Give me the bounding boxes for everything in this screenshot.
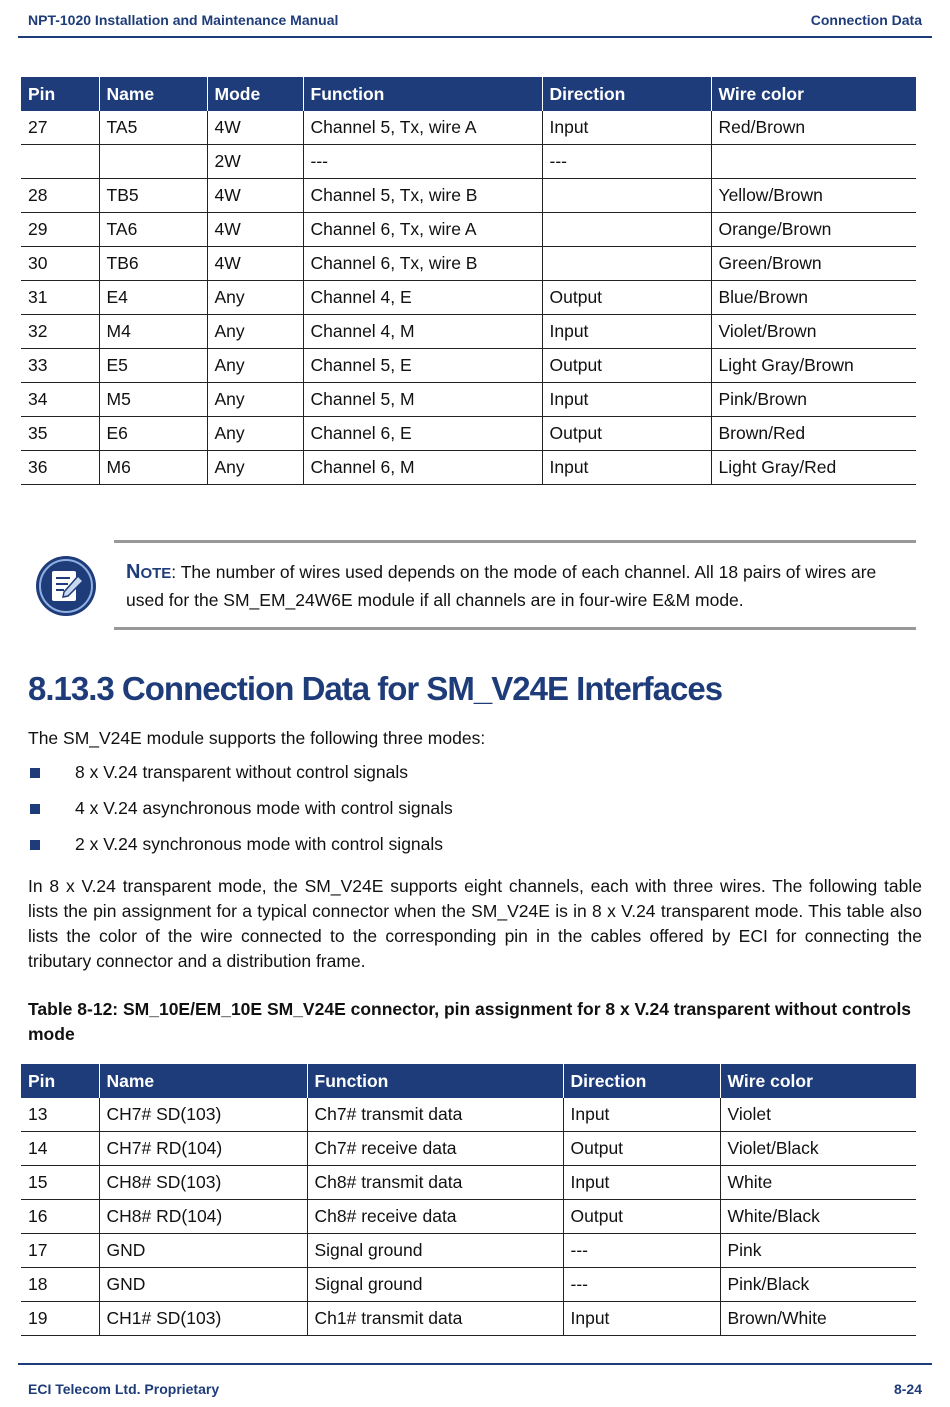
table-cell: Violet/Brown <box>711 315 916 349</box>
table-row <box>21 451 916 485</box>
table-row <box>21 213 916 247</box>
table-cell: Violet <box>720 1098 916 1132</box>
table-cell: Brown/Red <box>711 417 916 451</box>
table-cell: White <box>720 1166 916 1200</box>
table-cell: Orange/Brown <box>711 213 916 247</box>
table-cell: Any <box>207 383 303 417</box>
table-row <box>21 383 916 417</box>
table-cell: GND <box>99 1234 307 1268</box>
description-paragraph: In 8 x V.24 transparent mode, the SM_V24E supports eight channels, each with three wires. The following table lists the pin assignment for a typical connector when the SM_V24E is in 8 x V.24 transparent mode. This table also lists the color of the wire connected to the corresponding pin in the cables offered by ECI for connecting the tributary connector and a distribution frame. <box>28 876 922 971</box>
table-row <box>21 281 916 315</box>
table-cell <box>99 145 207 179</box>
table-cell: Any <box>207 451 303 485</box>
table-cell: 33 <box>21 349 99 383</box>
table-cell: Light Gray/Brown <box>711 349 916 383</box>
column-header: Direction <box>563 1064 720 1098</box>
column-header: Direction <box>542 77 711 111</box>
table-caption: Table 8-12: SM_10E/EM_10E SM_V24E connector, pin assignment for 8 x V.24 transparent without controls mode <box>28 999 912 1044</box>
table-cell: Yellow/Brown <box>711 179 916 213</box>
table-cell: M4 <box>99 315 207 349</box>
table-cell: Input <box>563 1302 720 1336</box>
table-cell: 32 <box>21 315 99 349</box>
note-text <box>126 559 910 614</box>
table-cell: Channel 5, Tx, wire A <box>303 111 542 145</box>
table-row <box>21 145 916 179</box>
table-cell: White/Black <box>720 1200 916 1234</box>
table-cell: Green/Brown <box>711 247 916 281</box>
table-row <box>21 1132 916 1166</box>
table-cell: Channel 4, M <box>303 315 542 349</box>
table-cell: 15 <box>21 1166 99 1200</box>
table-cell: Channel 5, Tx, wire B <box>303 179 542 213</box>
table-row <box>21 1234 916 1268</box>
table-cell: Violet/Black <box>720 1132 916 1166</box>
table-cell: 28 <box>21 179 99 213</box>
table-row <box>21 349 916 383</box>
table-cell: M6 <box>99 451 207 485</box>
table-cell: Ch1# transmit data <box>307 1302 563 1336</box>
table-cell: 4W <box>207 111 303 145</box>
table-cell: 14 <box>21 1132 99 1166</box>
table-cell: Output <box>563 1200 720 1234</box>
table-row <box>21 1268 916 1302</box>
table-cell: 16 <box>21 1200 99 1234</box>
table-cell: Pink/Brown <box>711 383 916 417</box>
column-header: Wire color <box>720 1064 916 1098</box>
table-cell: --- <box>563 1234 720 1268</box>
table-cell: 34 <box>21 383 99 417</box>
table-cell: --- <box>303 145 542 179</box>
list-item: 2 x V.24 synchronous mode with control signals <box>28 834 453 870</box>
footer-company: ECI Telecom Ltd. Proprietary <box>28 1381 220 1397</box>
table-cell <box>542 247 711 281</box>
table-row <box>21 1166 916 1200</box>
table-cell: Channel 6, Tx, wire B <box>303 247 542 281</box>
list-item: 8 x V.24 transparent without control signals <box>28 762 453 798</box>
list-item: 4 x V.24 asynchronous mode with control signals <box>28 798 453 834</box>
table-cell: Channel 6, M <box>303 451 542 485</box>
table-row <box>21 1098 916 1132</box>
note-label: NOTE <box>126 561 172 583</box>
table-cell: Blue/Brown <box>711 281 916 315</box>
table-cell: Channel 5, E <box>303 349 542 383</box>
table-header-row <box>21 1064 916 1098</box>
table-cell: Signal ground <box>307 1234 563 1268</box>
table-cell: Input <box>542 111 711 145</box>
table-cell: E5 <box>99 349 207 383</box>
column-header: Mode <box>207 77 303 111</box>
table-cell: 27 <box>21 111 99 145</box>
table-header-row <box>21 77 916 111</box>
table-cell: TB5 <box>99 179 207 213</box>
table-cell: 30 <box>21 247 99 281</box>
modes-list <box>28 762 453 870</box>
table-cell: Channel 6, Tx, wire A <box>303 213 542 247</box>
table-cell: 19 <box>21 1302 99 1336</box>
table-cell: Red/Brown <box>711 111 916 145</box>
table-cell: TA6 <box>99 213 207 247</box>
table-cell <box>711 145 916 179</box>
column-header: Pin <box>21 77 99 111</box>
table-cell: 13 <box>21 1098 99 1132</box>
table-cell: Channel 5, M <box>303 383 542 417</box>
column-header: Name <box>99 1064 307 1098</box>
table-cell: Any <box>207 315 303 349</box>
table-cell: 17 <box>21 1234 99 1268</box>
table-cell: TA5 <box>99 111 207 145</box>
table-cell: E4 <box>99 281 207 315</box>
table-cell: 31 <box>21 281 99 315</box>
table-cell: Signal ground <box>307 1268 563 1302</box>
column-header: Function <box>307 1064 563 1098</box>
column-header: Wire color <box>711 77 916 111</box>
table-cell: GND <box>99 1268 307 1302</box>
table-cell: 4W <box>207 247 303 281</box>
table-cell: Channel 6, E <box>303 417 542 451</box>
table-row <box>21 247 916 281</box>
table-cell <box>21 145 99 179</box>
footer-divider <box>18 1363 932 1365</box>
table-cell: Output <box>542 417 711 451</box>
table-cell: Any <box>207 281 303 315</box>
table-row <box>21 315 916 349</box>
note-box <box>114 540 916 630</box>
table-cell: 29 <box>21 213 99 247</box>
table-cell: Ch7# transmit data <box>307 1098 563 1132</box>
table-cell: 4W <box>207 213 303 247</box>
table-cell: Channel 4, E <box>303 281 542 315</box>
table-cell: TB6 <box>99 247 207 281</box>
table-cell: 35 <box>21 417 99 451</box>
table-cell: Ch8# transmit data <box>307 1166 563 1200</box>
pin-table-sm-em <box>21 77 916 485</box>
table-row <box>21 417 916 451</box>
table-cell: Pink <box>720 1234 916 1268</box>
note-pencil-icon <box>34 554 98 618</box>
table-cell: Input <box>542 451 711 485</box>
table-cell: Input <box>542 315 711 349</box>
table-cell: CH7# RD(104) <box>99 1132 307 1166</box>
table-cell: Input <box>563 1166 720 1200</box>
table-cell: Light Gray/Red <box>711 451 916 485</box>
column-header: Pin <box>21 1064 99 1098</box>
table-cell: E6 <box>99 417 207 451</box>
table-cell: Input <box>563 1098 720 1132</box>
intro-paragraph: The SM_V24E module supports the following three modes: <box>28 728 486 748</box>
table-cell <box>542 213 711 247</box>
table-cell: CH8# SD(103) <box>99 1166 307 1200</box>
table-cell: M5 <box>99 383 207 417</box>
table-cell: CH7# SD(103) <box>99 1098 307 1132</box>
section-heading: 8.13.3 Connection Data for SM_V24E Interfaces <box>28 670 723 707</box>
table-cell: --- <box>563 1268 720 1302</box>
table-cell: 18 <box>21 1268 99 1302</box>
table-cell: CH1# SD(103) <box>99 1302 307 1336</box>
running-header-title: NPT-1020 Installation and Maintenance Manual <box>28 12 339 28</box>
table-row <box>21 1302 916 1336</box>
table-cell: --- <box>542 145 711 179</box>
running-header-section: Connection Data <box>810 12 922 28</box>
table-row <box>21 1200 916 1234</box>
pin-table-sm-v24e <box>21 1064 916 1336</box>
table-row <box>21 179 916 213</box>
table-cell: Any <box>207 417 303 451</box>
table-cell: CH8# RD(104) <box>99 1200 307 1234</box>
table-cell: Output <box>563 1132 720 1166</box>
page-number: 8-24 <box>893 1381 922 1397</box>
table-cell: Ch8# receive data <box>307 1200 563 1234</box>
table-cell: Ch7# receive data <box>307 1132 563 1166</box>
table-cell: 2W <box>207 145 303 179</box>
table-row <box>21 111 916 145</box>
table-cell: Output <box>542 281 711 315</box>
column-header: Name <box>99 77 207 111</box>
table-cell: 36 <box>21 451 99 485</box>
table-cell: Pink/Black <box>720 1268 916 1302</box>
note-body: : The number of wires used depends on the mode of each channel. All 18 pairs of wires are used for the SM_EM_24W6E module if all channels are in four-wire E&M mode. <box>126 562 877 610</box>
table-cell <box>542 179 711 213</box>
header-divider <box>18 36 932 38</box>
table-cell: Any <box>207 349 303 383</box>
table-cell: Brown/White <box>720 1302 916 1336</box>
table-cell: Output <box>542 349 711 383</box>
table-cell: Input <box>542 383 711 417</box>
table-cell: 4W <box>207 179 303 213</box>
column-header: Function <box>303 77 542 111</box>
